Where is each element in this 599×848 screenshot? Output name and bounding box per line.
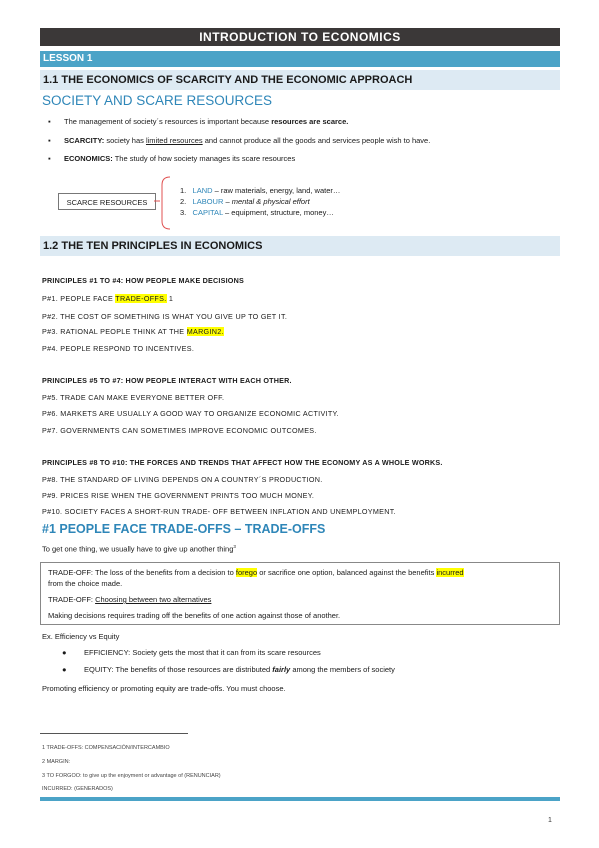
page-number: 1 (548, 817, 552, 824)
definition-line-2: TRADE-OFF: Choosing between two alternatives (48, 595, 212, 604)
footer-rule (40, 797, 560, 801)
section-3-heading: #1 PEOPLE FACE TRADE-OFFS – TRADE-OFFS (42, 522, 326, 536)
example-title: Ex. Efficiency vs Equity (42, 632, 120, 641)
principle-5: P#5. TRADE CAN MAKE EVERYONE BETTER OFF. (42, 393, 225, 402)
bullet-equity: ● EQUITY: The benefits of those resources are distributed fairly among the members of society (62, 665, 395, 674)
principle-6: P#6. MARKETS ARE USUALLY A GOOD WAY TO ORGANIZE ECONOMIC ACTIVITY. (42, 409, 339, 418)
resource-list (180, 185, 340, 218)
section-1-subheading: SOCIETY AND SCARE RESOURCES (42, 93, 273, 108)
bracket-icon (154, 175, 176, 231)
principles-group-2-title: PRINCIPLES #5 TO #7: HOW PEOPLE INTERACT WITH EACH OTHER. (42, 376, 292, 385)
closing-text: Promoting efficiency or promoting equity are trade-offs. You must choose. (42, 684, 286, 693)
resource-item-labour: 2. LABOUR – mental & physical effort (180, 197, 310, 206)
principle-10: P#10. SOCIETY FACES A SHORT-RUN TRADE- OFF BETWEEN INFLATION AND UNEMPLOYMENT. (42, 507, 396, 516)
bullet-dot-icon: ● (62, 648, 67, 657)
bullet-dot-icon: ▪ (48, 117, 51, 126)
principle-3: P#3. RATIONAL PEOPLE THINK AT THE MARGIN2. (42, 327, 224, 336)
definition-line-1: TRADE-OFF: The loss of the benefits from a decision to forego or sacrifice one option, balanced against the benefits incurred from the choice made. (48, 568, 464, 588)
document-title: INTRODUCTION TO ECONOMICS (40, 28, 560, 46)
footnote-4: INCURRED: (GENERADOS) (42, 786, 113, 792)
definition-line-3: Making decisions requires trading off the benefits of one action against those of another. (48, 611, 341, 620)
lesson-label: LESSON 1 (40, 51, 560, 67)
footnote-divider (40, 733, 188, 734)
definition-box (40, 562, 560, 625)
bullet-efficiency: ● EFFICIENCY: Society gets the most that it can from its scare resources (62, 648, 321, 657)
bullet-scarcity: ▪ SCARCITY: society has limited resources and cannot produce all the goods and services people wish to have. (48, 136, 431, 145)
principles-group-1-title: PRINCIPLES #1 TO #4: HOW PEOPLE MAKE DECISIONS (42, 276, 244, 285)
bullet-resources: ▪ The management of society´s resources is important because resources are scarce. (48, 117, 349, 126)
footnote-3: 3 TO FORGOO: to give up the enjoyment or advantage of (RENUNCIAR) (42, 773, 221, 779)
principles-group-3-title: PRINCIPLES #8 TO #10: THE FORCES AND TRENDS THAT AFFECT HOW THE ECONOMY AS A WHOLE WORKS. (42, 458, 443, 467)
bullet-dot-icon: ● (62, 665, 67, 674)
principle-8: P#8. THE STANDARD OF LIVING DEPENDS ON A COUNTRY´S PRODUCTION. (42, 475, 323, 484)
footnote-2: 2 MARGIN: (42, 759, 71, 765)
bullet-dot-icon: ▪ (48, 136, 51, 145)
bullet-economics: ▪ ECONOMICS: The study of how society manages its scare resources (48, 154, 296, 163)
bullet-dot-icon: ▪ (48, 154, 51, 163)
principle-7: P#7. GOVERNMENTS CAN SOMETIMES IMPROVE ECONOMIC OUTCOMES. (42, 426, 317, 435)
section-2-heading: 1.2 THE TEN PRINCIPLES IN ECONOMICS (40, 236, 560, 256)
section-1-heading: 1.1 THE ECONOMICS OF SCARCITY AND THE ECONOMIC APPROACH (40, 70, 560, 90)
scarce-resources-box: SCARCE RESOURCES (58, 193, 156, 210)
principle-1: P#1. PEOPLE FACE TRADE-OFFS. 1 (42, 294, 174, 303)
footnote-1: 1 TRADE-OFFS: COMPENSACIÓN/INTERCAMBIO (42, 745, 170, 751)
principle-9: P#9. PRICES RISE WHEN THE GOVERNMENT PRINTS TOO MUCH MONEY. (42, 491, 315, 500)
resource-item-land: 1. LAND – raw materials, energy, land, water… (180, 186, 341, 195)
trade-off-intro: To get one thing, we usually have to give up another thing$^3$ (42, 544, 236, 554)
resource-item-capital: 3. CAPITAL – equipment, structure, money… (180, 208, 334, 217)
principle-2: P#2. THE COST OF SOMETHING IS WHAT YOU GIVE UP TO GET IT. (42, 312, 288, 321)
principle-4: P#4. PEOPLE RESPOND TO INCENTIVES. (42, 344, 195, 353)
